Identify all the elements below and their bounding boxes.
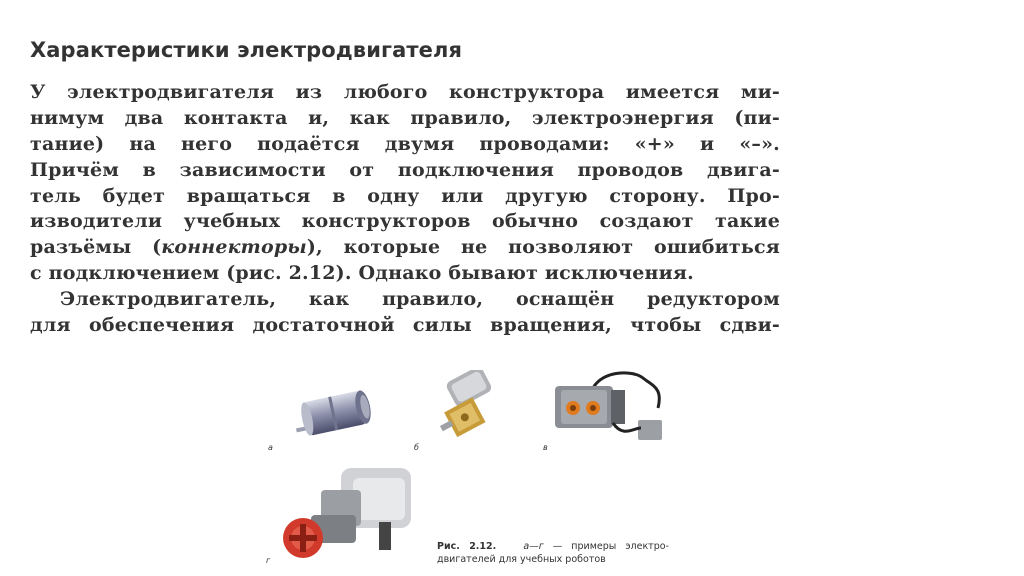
figure-label-a: а — [268, 443, 273, 452]
text-line — [30, 235, 780, 261]
figure-label-b: б — [414, 443, 419, 452]
text-line: с подключением (рис. 2.12). Однако бывают исключения. — [30, 262, 694, 285]
page-title: Характеристики электродвигателя — [30, 38, 463, 62]
italic-term: коннекторы — [161, 236, 307, 259]
text-segment: ), которые не позволяют ошибиться — [306, 236, 780, 259]
text-line: У электродвигателя из любого конструктора имеется ми- — [30, 81, 780, 103]
motor-g-image — [281, 460, 431, 568]
text-line: Электродвигатель, как правило, оснащён редуктором — [60, 288, 780, 311]
text-line: нимум два контакта и, как правило, электроэнергия (пи- — [30, 106, 780, 129]
motor-a-image — [285, 378, 385, 443]
figure-label-g: г — [266, 556, 271, 565]
text-line: для обеспечения достаточной силы вращения, чтобы сдви- — [30, 314, 780, 337]
figure-label-v: в — [543, 443, 548, 452]
caption-line — [437, 540, 669, 553]
caption-text: — примеры электро- — [543, 541, 669, 552]
caption-number: Рис. 2.12. — [437, 541, 497, 552]
body-paragraph — [30, 80, 780, 339]
text-segment: разъёмы ( — [30, 236, 162, 259]
text-line: Причём в зависимости от подключения проводов двига- — [30, 158, 780, 181]
text-line: тание) на него подаётся двумя проводами: «+» и «–». — [30, 132, 780, 155]
caption-range: а—г — [523, 541, 544, 552]
figure-caption — [437, 540, 669, 566]
motor-v-image — [553, 368, 668, 453]
text-line: изводители учебных конструкторов обычно создают такие — [30, 210, 780, 233]
caption-line: двигателей для учебных роботов — [437, 554, 606, 565]
text-line: тель будет вращаться в одну или другую сторону. Про- — [30, 184, 780, 207]
motor-b-image — [430, 370, 510, 450]
